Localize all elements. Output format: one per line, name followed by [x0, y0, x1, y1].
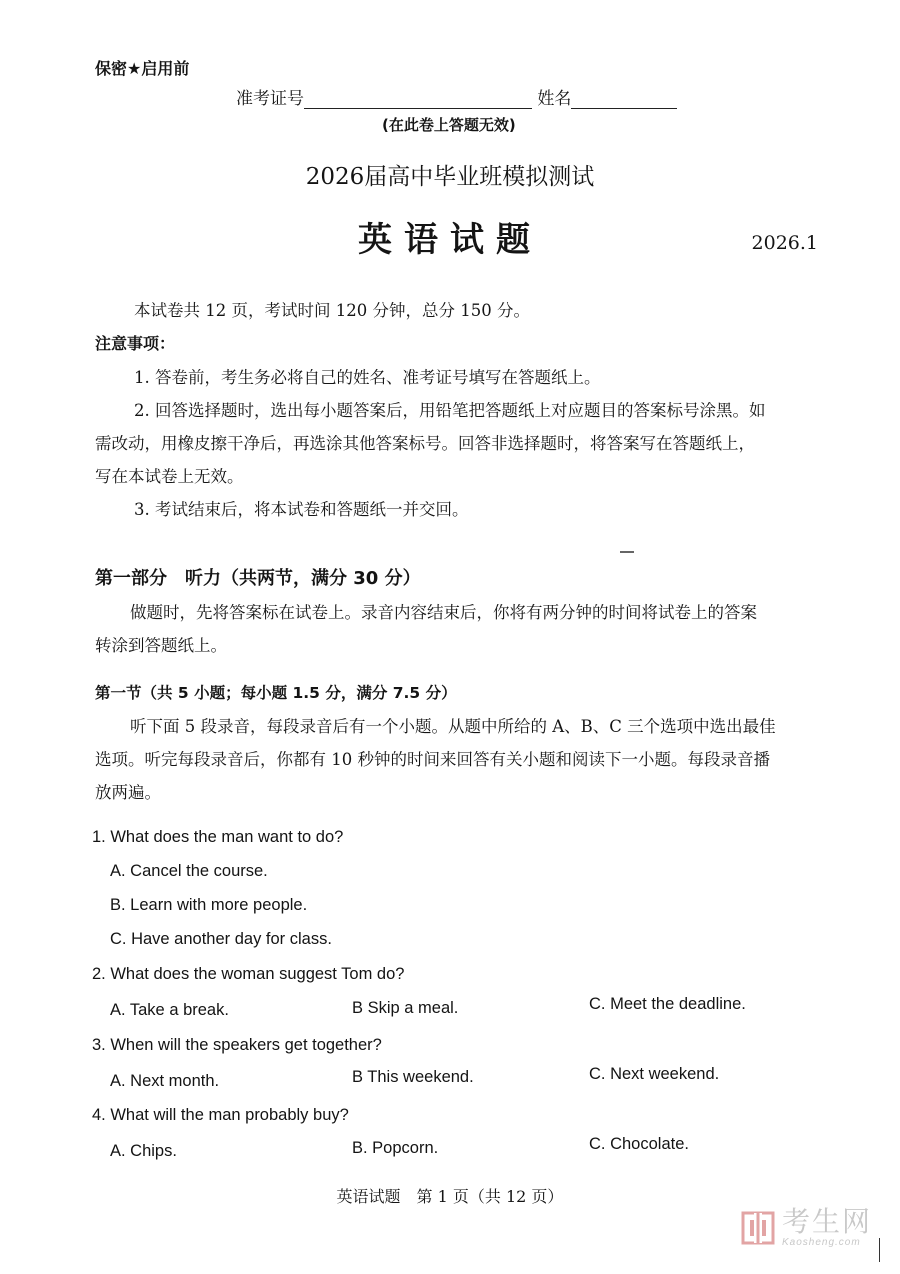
watermark-cn: 考生网 — [781, 1205, 872, 1238]
question-1-option-b[interactable]: B. Learn with more people. — [110, 896, 308, 914]
name-blank[interactable] — [571, 90, 677, 109]
confidential-label: 保密★启用前 — [95, 59, 190, 78]
note-2-line-1: 2. 回答选择题时，选出每小题答案后，用铅笔把答题纸上对应题目的答案标号涂黑。如 — [134, 401, 766, 420]
note-1: 1. 答卷前，考生务必将自己的姓名、准考证号填写在答题纸上。 — [134, 368, 601, 387]
note-3: 3. 考试结束后，将本试卷和答题纸一并交回。 — [134, 500, 469, 519]
invalid-note: (在此卷上答题无效) — [382, 116, 516, 134]
exam-subtitle: 2026届高中毕业班模拟测试 — [305, 164, 595, 190]
question-1-option-a[interactable]: A. Cancel the course. — [110, 862, 268, 880]
watermark — [740, 1205, 872, 1248]
question-1-option-c[interactable]: C. Have another day for class. — [110, 930, 332, 948]
question-4-stem: 4. What will the man probably buy? — [92, 1106, 349, 1124]
page-footer: 英语试题 第 1 页（共 12 页） — [336, 1187, 564, 1206]
scan-edge-mark — [879, 1238, 881, 1262]
section1-desc-line-2: 选项。听完每段录音后，你都有 10 秒钟的时间来回答有关小题和阅读下一小题。每段录音播 — [95, 750, 770, 769]
notes-heading: 注意事项： — [95, 334, 176, 353]
note-2-line-2: 需改动，用橡皮擦干净后，再选涂其他答案标号。回答非选择题时，将答案写在答题纸上， — [95, 434, 755, 453]
part1-heading: 第一部分 听力（共两节，满分 30 分） — [95, 568, 421, 589]
question-3-option-a[interactable]: A. Next month. — [110, 1072, 220, 1090]
candidate-info-line — [236, 84, 677, 109]
scan-mark — [620, 551, 634, 553]
exam-intro: 本试卷共 12 页，考试时间 120 分钟，总分 150 分。 — [134, 301, 530, 320]
section1-heading: 第一节（共 5 小题；每小题 1.5 分，满分 7.5 分） — [95, 684, 457, 702]
name-label: 姓名 — [537, 89, 572, 109]
id-blank[interactable] — [304, 90, 532, 109]
question-2-option-b[interactable]: B Skip a meal. — [352, 999, 459, 1017]
question-3-stem: 3. When will the speakers get together? — [92, 1036, 382, 1054]
note-2-line-3: 写在本试卷上无效。 — [95, 467, 244, 486]
question-4-option-a[interactable]: A. Chips. — [110, 1142, 177, 1160]
question-2-option-c[interactable]: C. Meet the deadline. — [589, 995, 746, 1013]
part1-desc-line-2: 转涂到答题纸上。 — [95, 636, 227, 655]
question-4-option-c[interactable]: C. Chocolate. — [589, 1135, 689, 1153]
part1-desc-line-1: 做题时，先将答案标在试卷上。录音内容结束后，你将有两分钟的时间将试卷上的答案 — [130, 603, 757, 622]
question-3-option-c[interactable]: C. Next weekend. — [589, 1065, 720, 1083]
question-4-option-b[interactable]: B. Popcorn. — [352, 1139, 439, 1157]
section1-desc-line-3: 放两遍。 — [95, 783, 161, 802]
question-2-option-a[interactable]: A. Take a break. — [110, 1001, 229, 1019]
question-2-stem: 2. What does the woman suggest Tom do? — [92, 965, 405, 983]
question-3-option-b[interactable]: B This weekend. — [352, 1068, 474, 1086]
exam-title: 英语试题 — [358, 220, 542, 260]
question-1-stem: 1. What does the man want to do? — [92, 828, 344, 846]
id-label: 准考证号 — [236, 89, 304, 109]
section1-desc-line-1: 听下面 5 段录音，每段录音后有一个小题。从题中所给的 A、B、C 三个选项中选出最佳 — [130, 717, 776, 736]
watermark-en: Kaosheng.com — [781, 1237, 861, 1248]
watermark-logo-icon — [740, 1210, 776, 1246]
exam-date: 2026.1 — [751, 232, 818, 254]
